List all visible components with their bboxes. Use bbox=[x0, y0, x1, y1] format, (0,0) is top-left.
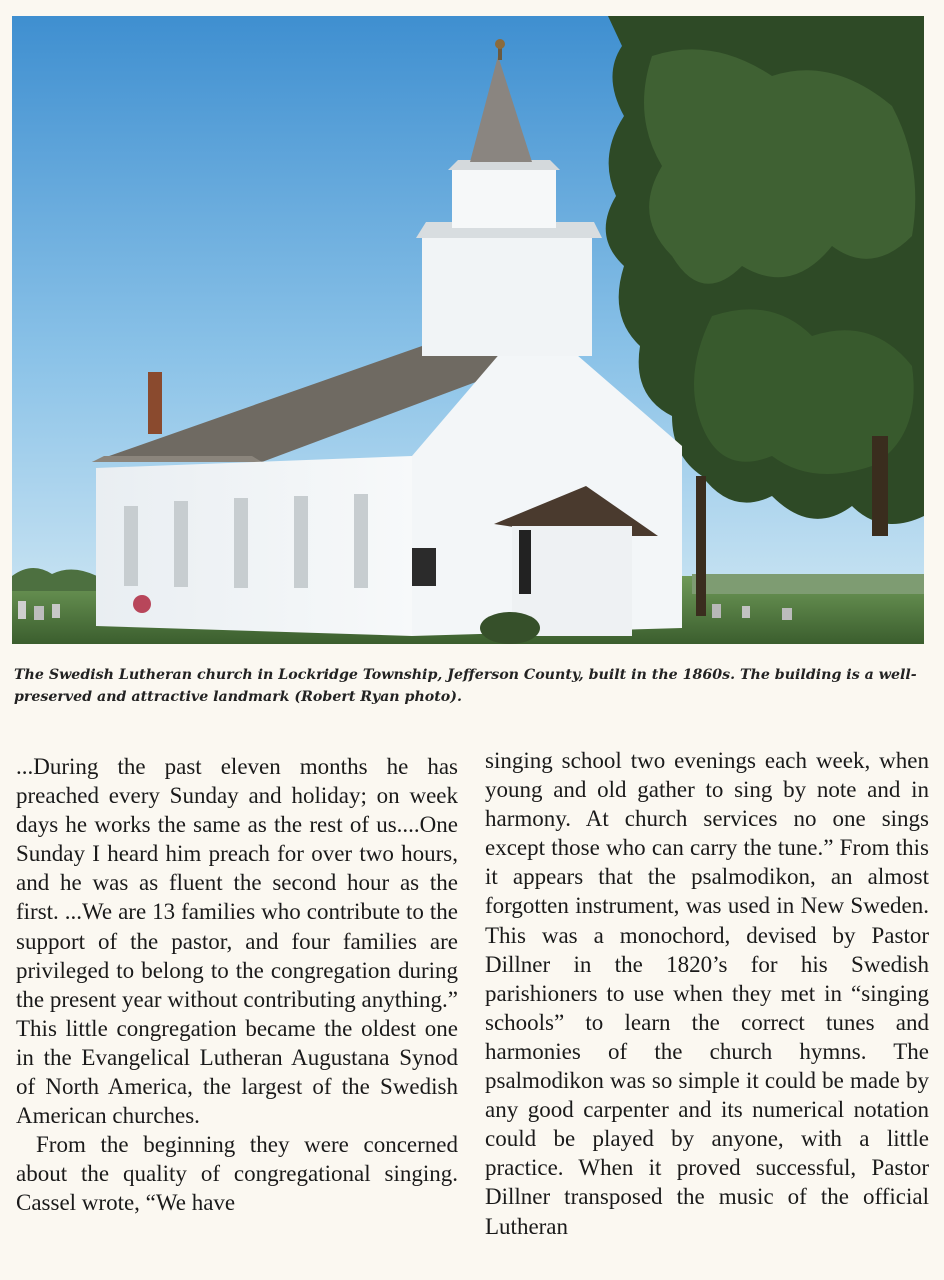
article-paragraph: From the beginning they were concerned about the quality of congregational singing. Cassel wrote, “We have bbox=[16, 1132, 458, 1216]
article-column-left bbox=[16, 752, 458, 1218]
church-photo bbox=[12, 16, 924, 644]
article-paragraph: singing school two evenings each week, when young and old gather to sing by note and in harmony. At church services no one sings except those who can carry the tune.” From this it appears that the psalmodikon, an almost forgotten instrument, was used in New Sweden. This was a monochord, devised by Pastor Dillner in the 1820’s for his Swedish parishioners to use when they met in “singing schools” to learn the correct tunes and harmonies of the church hymns. The psalmodikon was so simple it could be made by any good carpenter and its numerical notation could be played by anyone, with a little practice. When it proved successful, Pastor Dillner transposed the music of the official Lutheran bbox=[485, 748, 929, 1239]
photo-caption: The Swedish Lutheran church in Lockridge Township, Jefferson County, built in the 1860s. The building is a well-preserved and attractive landmark (Robert Ryan photo). bbox=[14, 667, 917, 705]
article-column-right bbox=[485, 746, 929, 1241]
article-paragraph: ...During the past eleven months he has preached every Sunday and holiday; on week days he works the same as the rest of us....One Sunday I heard him preach for over two hours, and he was as fluent the second hour as the first. ...We are 13 families who contribute to the support of the pastor, and four families are privileged to belong to the congregation during the present year without contributing anything.” This little congregation became the oldest one in the Evangelical Lutheran Augustana Synod of North America, the largest of the Swedish American churches. bbox=[16, 754, 458, 1129]
